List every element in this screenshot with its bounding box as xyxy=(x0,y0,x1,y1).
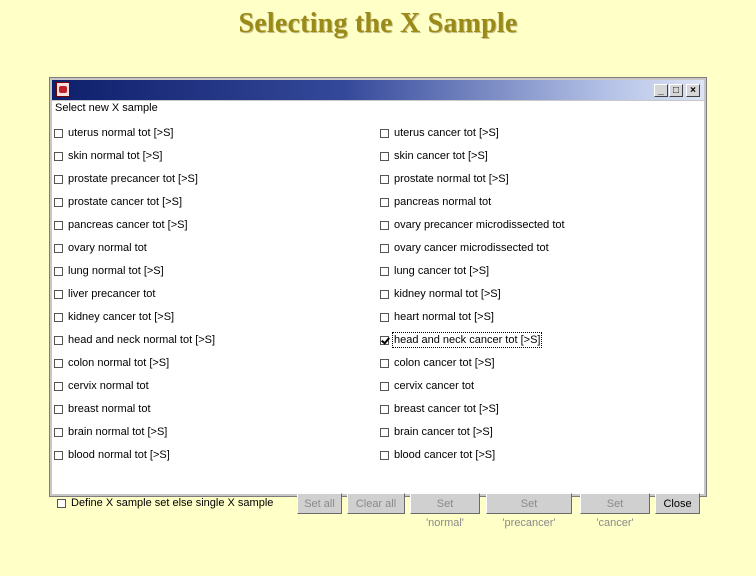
sample-label: cervix normal tot xyxy=(68,380,149,392)
checkbox-box xyxy=(54,129,63,138)
define-set-checkbox[interactable] xyxy=(57,495,273,511)
checkbox-box xyxy=(380,290,389,299)
sample-checkbox[interactable] xyxy=(54,217,188,233)
sample-checkbox[interactable] xyxy=(380,424,493,440)
sample-checkbox[interactable] xyxy=(54,309,174,325)
checkbox-box xyxy=(380,198,389,207)
sample-label: prostate precancer tot [>S] xyxy=(68,173,198,185)
checkbox-box xyxy=(54,382,63,391)
sample-label: breast cancer tot [>S] xyxy=(394,403,499,415)
sample-label: pancreas normal tot xyxy=(394,196,492,208)
checkbox-box xyxy=(54,221,63,230)
panel-label: Select new X sample xyxy=(55,102,158,114)
set-normal-button[interactable]: Set 'normal' xyxy=(410,493,480,514)
checkbox-box xyxy=(380,313,389,322)
checkbox-box xyxy=(380,175,389,184)
sample-checkbox[interactable] xyxy=(54,263,164,279)
checkbox-box xyxy=(380,221,389,230)
window-titlebar[interactable] xyxy=(52,80,704,100)
sample-label: head and neck cancer tot [>S] xyxy=(394,334,541,346)
clear-all-button[interactable]: Clear all xyxy=(347,493,405,514)
maximize-button[interactable]: □ xyxy=(669,84,683,97)
sample-checkbox[interactable] xyxy=(380,447,495,463)
sample-checkbox[interactable] xyxy=(380,309,494,325)
sample-checkbox[interactable] xyxy=(380,194,491,210)
checked-checkbox-box xyxy=(380,336,389,345)
slide-title: Selecting the X Sample xyxy=(238,8,518,39)
minimize-button[interactable]: _ xyxy=(654,84,668,97)
panel-content xyxy=(52,101,704,529)
sample-label: prostate normal tot [>S] xyxy=(394,173,509,185)
sample-checkbox[interactable] xyxy=(54,355,169,371)
checkbox-box xyxy=(54,290,63,299)
sample-label: uterus normal tot [>S] xyxy=(68,127,174,139)
sample-checkbox[interactable] xyxy=(380,217,565,233)
sample-checkbox[interactable] xyxy=(380,401,499,417)
sample-label: ovary cancer microdissected tot xyxy=(394,242,549,254)
sample-checkbox[interactable] xyxy=(54,424,167,440)
checkbox-box xyxy=(54,405,63,414)
sample-checkbox[interactable] xyxy=(380,148,488,164)
set-precancer-button[interactable]: Set 'precancer' xyxy=(486,493,572,514)
sample-checkbox[interactable] xyxy=(54,148,162,164)
sample-checkbox[interactable] xyxy=(54,401,151,417)
sample-label: kidney normal tot [>S] xyxy=(394,288,501,300)
set-cancer-button[interactable]: Set 'cancer' xyxy=(580,493,650,514)
sample-label: lung cancer tot [>S] xyxy=(394,265,490,277)
sample-label: cervix cancer tot xyxy=(394,380,475,392)
sample-checkbox[interactable] xyxy=(54,378,149,394)
sample-checkbox[interactable] xyxy=(54,286,155,302)
sample-label: uterus cancer tot [>S] xyxy=(394,127,499,139)
checkbox-box xyxy=(54,336,63,345)
sample-selector-window xyxy=(49,77,707,529)
sample-label: liver precancer tot xyxy=(68,288,156,300)
sample-checkbox[interactable] xyxy=(380,286,501,302)
checkbox-box xyxy=(54,313,63,322)
sample-checkbox[interactable] xyxy=(54,194,182,210)
sample-label: colon cancer tot [>S] xyxy=(394,357,495,369)
sample-checkbox[interactable] xyxy=(54,332,215,348)
checkbox-box xyxy=(54,175,63,184)
sample-checkbox[interactable] xyxy=(380,125,499,141)
sample-checkbox[interactable] xyxy=(54,240,147,256)
checkbox-box xyxy=(380,382,389,391)
sample-label: colon normal tot [>S] xyxy=(68,357,170,369)
checkbox-box xyxy=(54,152,63,161)
checkbox-box xyxy=(380,129,389,138)
checkbox-box xyxy=(54,451,63,460)
checkbox-box xyxy=(380,152,389,161)
checkbox-box xyxy=(54,198,63,207)
checkbox-box xyxy=(54,267,63,276)
app-icon[interactable] xyxy=(56,82,70,97)
checkbox-box xyxy=(57,499,66,508)
sample-label: ovary precancer microdissected tot xyxy=(394,219,565,231)
define-set-label: Define X sample set else single X sample xyxy=(71,497,274,509)
sample-label: skin cancer tot [>S] xyxy=(394,150,488,162)
close-window-button[interactable]: × xyxy=(686,84,700,97)
set-all-button[interactable]: Set all xyxy=(297,493,342,514)
sample-checkbox[interactable] xyxy=(54,171,198,187)
checkbox-box xyxy=(380,428,389,437)
close-button[interactable]: Close xyxy=(655,493,700,514)
sample-label: kidney cancer tot [>S] xyxy=(68,311,175,323)
sample-label: heart normal tot [>S] xyxy=(394,311,494,323)
sample-label: prostate cancer tot [>S] xyxy=(68,196,183,208)
checkbox-box xyxy=(380,244,389,253)
sample-label: brain normal tot [>S] xyxy=(68,426,168,438)
sample-checkbox[interactable] xyxy=(380,332,540,348)
sample-checkbox[interactable] xyxy=(380,263,489,279)
sample-checkbox[interactable] xyxy=(380,171,509,187)
sample-checkbox[interactable] xyxy=(54,447,170,463)
checkbox-box xyxy=(54,428,63,437)
checkbox-box xyxy=(54,244,63,253)
checkbox-box xyxy=(380,405,389,414)
sample-label: ovary normal tot xyxy=(68,242,147,254)
sample-label: blood normal tot [>S] xyxy=(68,449,170,461)
checkbox-box xyxy=(380,451,389,460)
checkbox-box xyxy=(380,267,389,276)
sample-label: blood cancer tot [>S] xyxy=(394,449,496,461)
sample-label: lung normal tot [>S] xyxy=(68,265,164,277)
sample-checkbox[interactable] xyxy=(380,240,549,256)
sample-checkbox[interactable] xyxy=(380,355,495,371)
sample-label: skin normal tot [>S] xyxy=(68,150,163,162)
sample-label: breast normal tot xyxy=(68,403,151,415)
sample-checkbox[interactable] xyxy=(380,378,474,394)
sample-label: head and neck normal tot [>S] xyxy=(68,334,216,346)
sample-label: pancreas cancer tot [>S] xyxy=(68,219,188,231)
sample-checkbox[interactable] xyxy=(54,125,173,141)
checkbox-box xyxy=(54,359,63,368)
sample-label: brain cancer tot [>S] xyxy=(394,426,493,438)
checkbox-box xyxy=(380,359,389,368)
